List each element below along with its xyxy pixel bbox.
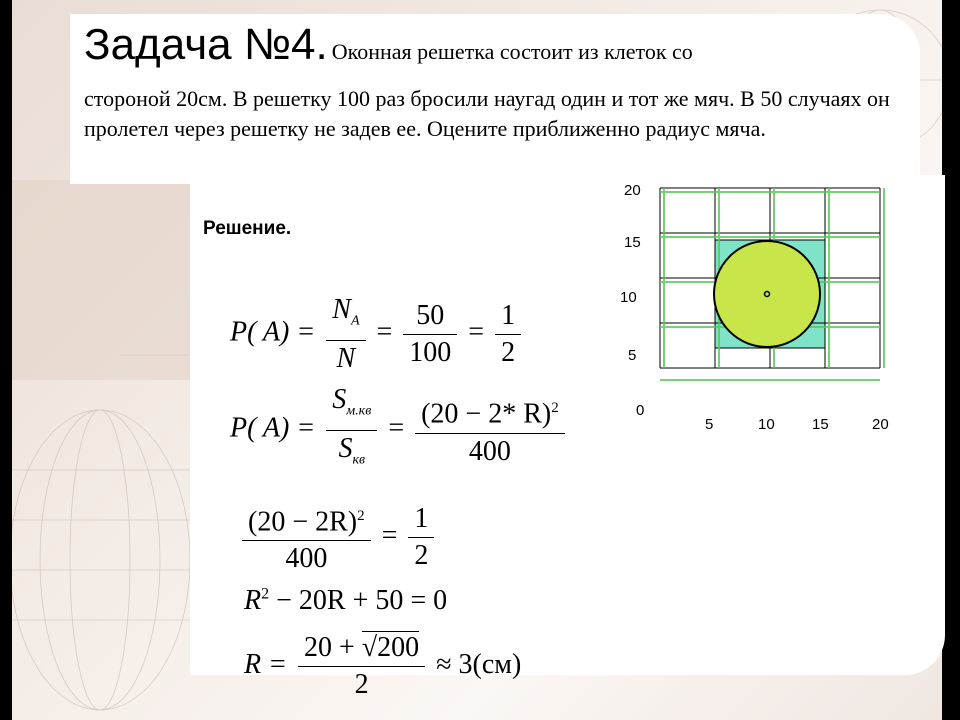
numerator-1: 1 [495, 298, 521, 335]
fraction-50-100 [403, 298, 457, 371]
s-numerator-subscript: м.кв [346, 403, 372, 419]
root-sqrt-value: 200 [377, 632, 420, 663]
root-lhs: R = [244, 648, 287, 680]
fraction-equation-left [242, 498, 371, 577]
denominator-100: 100 [409, 336, 452, 368]
na-subscript: A [350, 313, 360, 329]
fraction-equation-right [408, 501, 434, 574]
equals-sign: = [381, 520, 398, 552]
window-grid-diagram [610, 178, 910, 438]
y-label-0: 0 [636, 402, 645, 419]
square-numerator: (20 − 2* R) [421, 398, 552, 430]
quadratic-exponent: 2 [261, 585, 270, 603]
formula-probability-ratio [230, 292, 525, 377]
formula-root [244, 630, 521, 703]
na-numerator: N [332, 294, 351, 325]
solution-label: Решение. [203, 218, 292, 239]
formula-2-lhs: P( A) = [230, 412, 316, 444]
quadratic-rest: − 20R + 50 = 0 [276, 585, 448, 616]
fraction-root: $\frac{20 + √200}{2}$ [298, 630, 425, 703]
s-numerator: S [332, 384, 347, 415]
x-label-15: 15 [812, 416, 829, 433]
numerator-50: 50 [403, 298, 457, 335]
x-label-5: 5 [705, 416, 714, 433]
y-label-20: 20 [624, 182, 641, 199]
equation-exponent: 2 [357, 508, 365, 524]
formula-equation [238, 498, 438, 577]
n-denominator: N [336, 342, 356, 374]
denominator-2: 2 [501, 336, 516, 368]
fraction-square-area [415, 390, 565, 469]
problem-text: стороной 20см. В решетку 100 раз бросили наугад один и тот же мяч. В 50 случаях он пролетел через решетку не задев ее. Оцените приближенно радиус мяча. [84, 86, 890, 141]
root-rhs: ≈ 3(см) [436, 648, 522, 680]
fraction-area [326, 382, 377, 478]
ball-circle [714, 241, 820, 347]
y-label-5: 5 [628, 347, 637, 364]
y-label-15: 15 [624, 234, 641, 251]
problem-title [84, 20, 904, 70]
left-border [0, 0, 12, 720]
x-label-10: 10 [758, 416, 775, 433]
formula-area-ratio [230, 382, 569, 478]
s-denominator: S [338, 432, 353, 464]
equals-sign: = [376, 316, 393, 348]
equals-sign: = [388, 412, 405, 444]
fraction-na-n [326, 292, 365, 377]
equation-denominator: 400 [285, 543, 328, 575]
equation-right-denominator: 2 [414, 540, 429, 572]
equals-sign: = [468, 316, 485, 348]
y-label-10: 10 [620, 289, 637, 306]
equation-numerator: (20 − 2R) [248, 506, 358, 538]
square-exponent: 2 [551, 400, 559, 417]
denominator-400: 400 [468, 435, 511, 467]
formula-quadratic [244, 585, 447, 617]
fraction-1-2 [495, 298, 521, 371]
s-denominator-subscript: кв [352, 452, 366, 468]
formula-1-lhs: P( A) = [230, 316, 316, 348]
quadratic-r: R [244, 585, 262, 616]
root-numerator-a: 20 + [304, 632, 355, 663]
root-denominator: 2 [354, 669, 369, 700]
equation-right-numerator: 1 [408, 501, 434, 538]
task-intro: Оконная решетка состоит из клеток со [331, 39, 693, 64]
task-heading: Задача №4. [84, 20, 328, 69]
x-label-20: 20 [872, 416, 889, 433]
